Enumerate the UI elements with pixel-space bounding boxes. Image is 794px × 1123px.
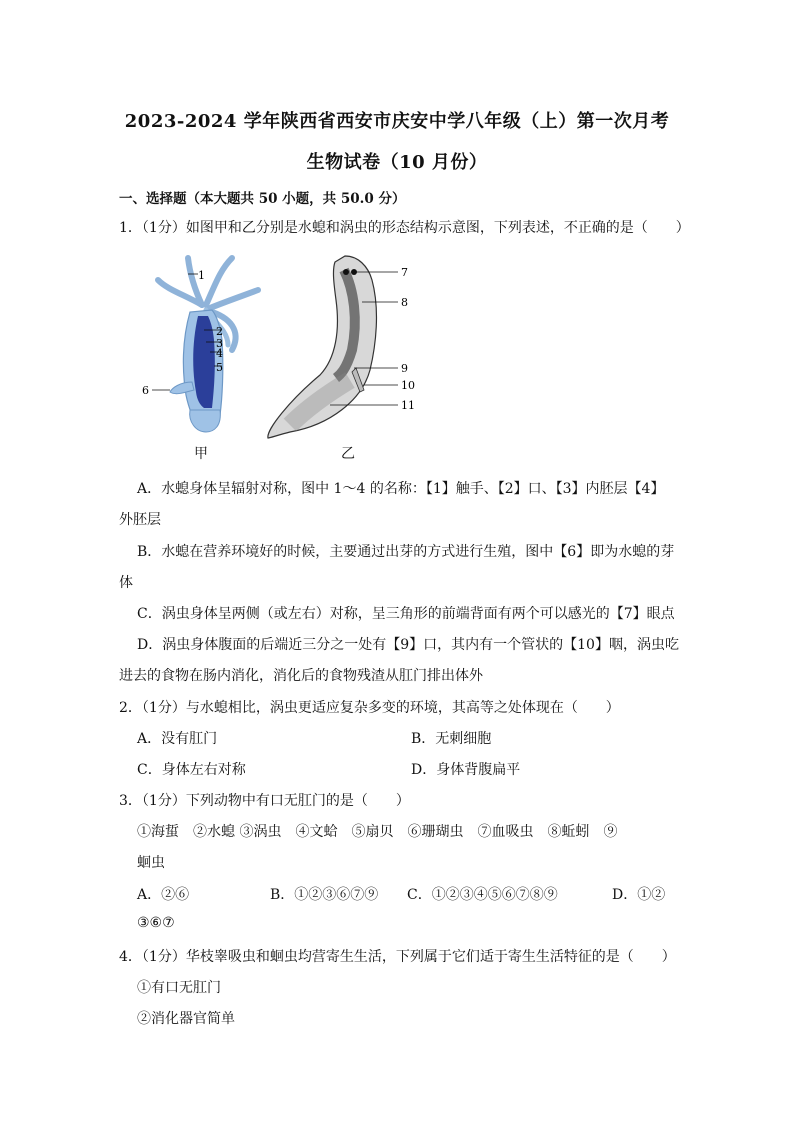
q4-stem: 4．（1分）华枝睾吸虫和蛔虫均营寄生生活，下列属于它们适于寄生生活特征的是（ ） <box>119 949 676 965</box>
fig-label-5: 5 <box>216 361 223 374</box>
hydra-planarian-figure <box>140 250 430 465</box>
fig-label-10: 10 <box>401 379 415 392</box>
q2-option-b: B．无刺细胞 <box>411 731 492 747</box>
fig-label-9: 9 <box>401 362 408 375</box>
exam-subtitle: 生物试卷（10 月份） <box>306 152 488 173</box>
q2-option-d: D．身体背腹扁平 <box>411 762 521 778</box>
q1-option-d-cont: 进去的食物在肠内消化，消化后的食物残渣从肛门排出体外 <box>119 668 483 684</box>
q3-option-a: A．②⑥ <box>137 887 190 903</box>
q1-option-b: B．水螅在营养环境好的时候，主要通过出芽的方式进行生殖，图中【6】即为水螅的芽 <box>137 544 675 560</box>
q4-item-2: ②消化器官简单 <box>137 1011 235 1027</box>
fig-label-4: 4 <box>216 347 223 360</box>
q3-items-cont: 蛔虫 <box>137 855 165 871</box>
q3-stem: 3．（1分）下列动物中有口无肛门的是（ ） <box>119 793 410 809</box>
exam-title: 2023-2024 学年陕西省西安市庆安中学八年级（上）第一次月考 <box>124 111 670 132</box>
q4-item-1: ①有口无肛门 <box>137 980 221 996</box>
q1-option-b-cont: 体 <box>119 575 133 591</box>
q1-option-c: C．涡虫身体呈两侧（或左右）对称，呈三角形的前端背面有两个可以感光的【7】眼点 <box>137 606 675 622</box>
fig-label-6: 6 <box>142 384 149 397</box>
planarian-drawing <box>268 256 415 438</box>
fig-label-11: 11 <box>401 399 415 412</box>
q2-option-c: C．身体左右对称 <box>137 762 246 778</box>
q3-option-b: B．①②③⑥⑦⑨ <box>270 887 379 903</box>
fig-label-1: 1 <box>198 269 205 282</box>
q1-option-a: A．水螅身体呈辐射对称，图中 1～4 的名称：【1】触手、【2】口、【3】内胚层【4】 <box>137 481 665 497</box>
fig-label-2: 2 <box>216 325 223 338</box>
section-heading: 一、选择题（本大题共 50 小题，共 50.0 分） <box>119 191 406 207</box>
fig-label-8: 8 <box>401 296 408 309</box>
figure-caption-yi: 乙 <box>341 446 355 462</box>
q1-option-d: D．涡虫身体腹面的后端近三分之一处有【9】口，其内有一个管状的【10】咽，涡虫吃 <box>137 637 679 653</box>
hydra-drawing <box>142 258 258 432</box>
fig-label-7: 7 <box>401 266 408 279</box>
q2-option-a: A．没有肛门 <box>137 731 218 747</box>
q3-option-d-cont: ③⑥⑦ <box>137 915 175 931</box>
q1-stem: 1．（1分）如图甲和乙分别是水螅和涡虫的形态结构示意图，下列表述，不正确的是（ ） <box>119 220 690 236</box>
q1-option-a-cont: 外胚层 <box>119 512 161 528</box>
q2-stem: 2．（1分）与水螅相比，涡虫更适应复杂多变的环境，其高等之处体现在（ ） <box>119 700 620 716</box>
q3-items: ①海蜇 ②水螅 ③涡虫 ④文蛤 ⑤扇贝 ⑥珊瑚虫 ⑦血吸虫 ⑧蚯蚓 ⑨ <box>137 824 618 840</box>
figure-caption-jia: 甲 <box>194 446 208 462</box>
q3-option-d: D．①② <box>612 887 666 903</box>
fig-label-3: 3 <box>216 337 223 350</box>
q3-option-c: C．①②③④⑤⑥⑦⑧⑨ <box>407 887 558 903</box>
